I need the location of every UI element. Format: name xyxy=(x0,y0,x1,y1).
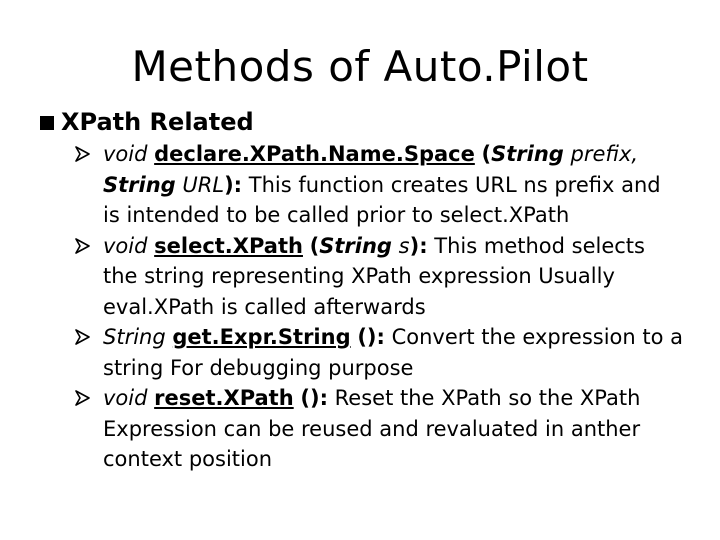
arrow-bullet-icon xyxy=(75,238,90,254)
paren: ): xyxy=(409,233,428,258)
arrow-bullet-icon xyxy=(75,390,90,406)
section-label: XPath Related xyxy=(61,108,254,136)
item-line xyxy=(103,383,714,414)
return-type: void xyxy=(103,233,148,258)
list-item xyxy=(74,139,714,231)
item-line: Expression can be reused and revaluated in anther xyxy=(103,416,641,441)
param-name: URL xyxy=(182,172,225,197)
method-description: This function creates URL ns prefix and xyxy=(242,172,661,197)
param-name: s xyxy=(398,233,410,258)
item-line: is intended to be called prior to select.XPath xyxy=(103,203,570,227)
section-heading xyxy=(40,104,254,140)
paren: (): xyxy=(357,325,385,349)
paren: (): xyxy=(300,386,328,410)
list-item xyxy=(74,383,714,475)
paren: ): xyxy=(224,172,243,197)
return-type: String xyxy=(103,325,166,349)
method-name: get.Expr.String xyxy=(172,325,351,349)
param-name: prefix, xyxy=(570,142,639,166)
item-line xyxy=(103,139,714,170)
slide-title: Methods of Auto.Pilot xyxy=(131,42,589,91)
method-name: declare.XPath.Name.Space xyxy=(154,142,475,166)
return-type: void xyxy=(103,386,148,410)
square-bullet-icon xyxy=(40,116,54,130)
item-line: void select.XPath (String s): This method selects xyxy=(103,233,645,258)
list-item xyxy=(74,231,714,323)
item-line: the string representing XPath expression Usually xyxy=(103,264,615,288)
method-description: Convert the expression to a xyxy=(384,325,684,349)
method-name: reset.XPath xyxy=(154,386,294,410)
arrow-bullet-icon xyxy=(75,329,90,345)
item-line: eval.XPath is called afterwards xyxy=(103,294,426,319)
param-type: String xyxy=(491,142,564,166)
item-line xyxy=(103,170,714,201)
item-line: context position xyxy=(103,447,273,471)
return-type: void xyxy=(103,142,148,166)
paren: ( xyxy=(481,142,492,166)
list-item xyxy=(74,322,714,383)
param-type: String xyxy=(103,172,176,197)
arrow-bullet-icon xyxy=(75,146,90,162)
method-description: Reset the XPath so the XPath xyxy=(327,386,641,410)
method-list xyxy=(74,139,714,475)
method-name: select.XPath xyxy=(154,233,303,258)
item-line: string For debugging purpose xyxy=(103,355,414,380)
item-line xyxy=(103,322,714,353)
method-description: This method selects xyxy=(427,233,645,258)
param-type: String xyxy=(319,233,392,258)
